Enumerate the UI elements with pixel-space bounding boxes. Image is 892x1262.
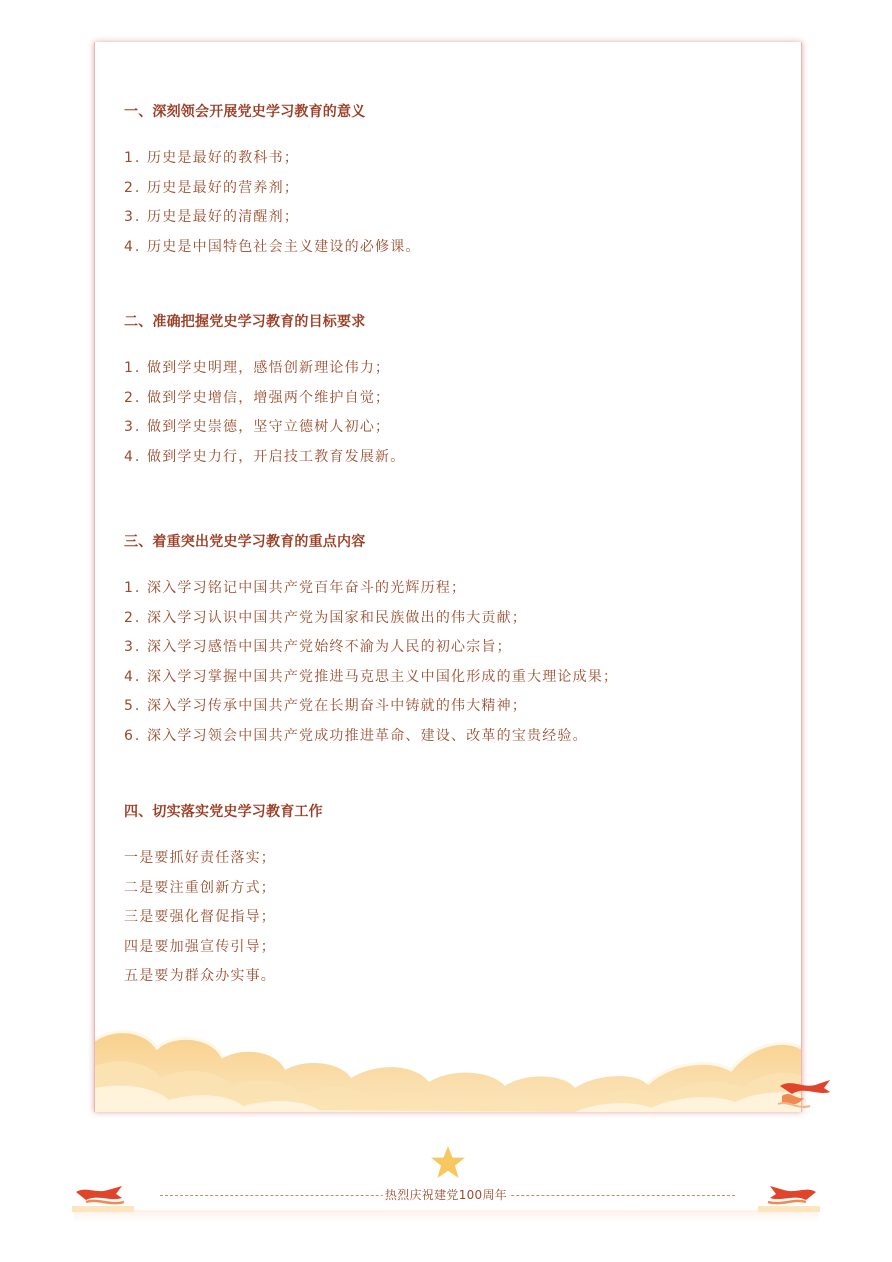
footer-band: [74, 1210, 818, 1222]
document-page: [94, 42, 802, 1112]
cloud-decoration: [95, 1022, 801, 1112]
section-title: 二、准确把握党史学习教育的目标要求: [124, 314, 366, 330]
section-list: [124, 354, 405, 472]
section-list: [124, 144, 421, 262]
list-item: 1. 历史是最好的教科书；: [124, 150, 300, 166]
section-2: [124, 312, 405, 472]
list-item: 6. 深入学习领会中国共产党成功推进革命、建设、改革的宝贵经验。: [124, 727, 588, 744]
section-title: 四、切实落实党史学习教育工作: [124, 804, 323, 820]
ribbon-icon: [72, 1184, 134, 1214]
list-item: 2. 做到学史增信，增强两个维护自觉；: [124, 389, 391, 406]
list-item: 3. 深入学习感悟中国共产党始终不渝为人民的初心宗旨；: [124, 639, 512, 655]
list-item: 5. 深入学习传承中国共产党在长期奋斗中铸就的伟大精神；: [124, 698, 528, 714]
list-item: 五是要为群众办实事。: [124, 968, 276, 984]
list-item: 1. 做到学史明理，感悟创新理论伟力；: [124, 360, 391, 376]
section-list: [124, 574, 618, 751]
section-title: 一、深刻领会开展党史学习教育的意义: [124, 104, 366, 120]
section-1: [124, 102, 421, 262]
list-item: 三是要强化督促指导；: [124, 909, 276, 925]
list-item: 1. 深入学习铭记中国共产党百年奋斗的光辉历程；: [124, 580, 467, 596]
list-item: 四是要加强宣传引导；: [124, 938, 276, 955]
ribbon-icon: [758, 1184, 820, 1214]
list-item: 3. 做到学史崇德，坚守立德树人初心；: [124, 419, 391, 435]
section-3: [124, 532, 618, 751]
list-item: 4. 历史是中国特色社会主义建设的必修课。: [124, 238, 421, 255]
footer-text: 热烈庆祝建党100周年: [384, 1188, 508, 1202]
list-item: 4. 做到学史力行，开启技工教育发展新。: [124, 448, 406, 465]
star-icon: [430, 1145, 466, 1179]
list-item: 4. 深入学习掌握中国共产党推进马克思主义中国化形成的重大理论成果；: [124, 668, 619, 685]
section-list: [124, 844, 323, 992]
list-item: 一是要抓好责任落实；: [124, 850, 276, 866]
list-item: 二是要注重创新方式；: [124, 879, 276, 896]
section-4: [124, 802, 323, 992]
section-title: 三、着重突出党史学习教育的重点内容: [124, 534, 366, 550]
list-item: 2. 历史是最好的营养剂；: [124, 179, 300, 196]
ribbon-icon: [774, 1076, 832, 1114]
list-item: 2. 深入学习认识中国共产党为国家和民族做出的伟大贡献；: [124, 609, 528, 626]
list-item: 3. 历史是最好的清醒剂；: [124, 209, 300, 225]
